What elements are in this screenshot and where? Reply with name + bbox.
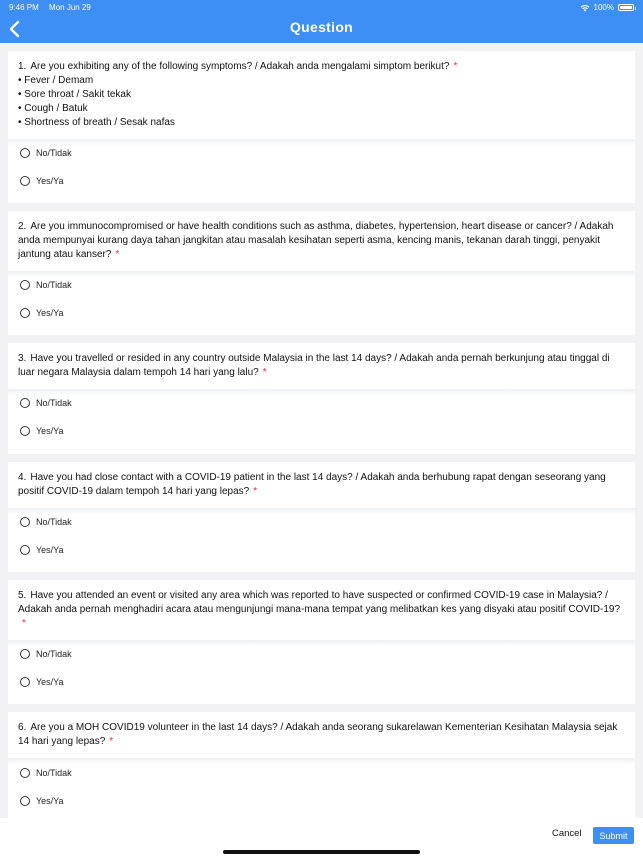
question-number: 3. xyxy=(18,353,27,364)
status-bar xyxy=(0,0,643,14)
symptom-item: • Fever / Demam xyxy=(18,75,94,86)
question-card-3 xyxy=(8,343,635,454)
symptom-item: • Sore throat / Sakit tekak xyxy=(18,89,131,100)
radio-button[interactable] xyxy=(20,148,30,158)
status-time: 9:46 PM xyxy=(9,3,39,12)
option-yes-5[interactable]: Yes/Ya xyxy=(20,674,64,690)
question-card-2 xyxy=(8,211,635,335)
question-text-4: 4. Have you had close contact with a COVID-19 patient in the last 14 days? / Adakah anda berhubung rapat dengan seseorang yang positif COVID-19 dalam tempoh 14 hari yang lepas? * xyxy=(18,472,606,497)
question-text-1: 1. Are you exhibiting any of the following symptoms? / Adakah anda mengalami simptom berikut? * • Fever / Demam • Sore throat / Sakit tekak • Cough / Batuk • Shortness of breath / Sesak nafas xyxy=(18,61,458,128)
battery-percent: 100% xyxy=(593,3,614,12)
question-card-4 xyxy=(8,462,635,572)
page-title: Question xyxy=(289,19,354,35)
divider xyxy=(8,139,635,146)
radio-button[interactable] xyxy=(20,280,30,290)
option-yes-1[interactable]: Yes/Ya xyxy=(20,173,64,189)
question-number: 4. xyxy=(18,472,27,483)
option-yes-2[interactable]: Yes/Ya xyxy=(20,305,64,321)
cancel-button[interactable]: Cancel xyxy=(552,828,582,839)
symptom-item: • Cough / Batuk xyxy=(18,103,88,114)
radio-button[interactable] xyxy=(20,426,30,436)
divider xyxy=(8,389,635,396)
radio-button[interactable] xyxy=(20,176,30,186)
app-header xyxy=(0,0,643,43)
home-indicator[interactable] xyxy=(223,850,420,854)
symptom-list xyxy=(18,74,457,130)
question-list[interactable] xyxy=(0,43,643,818)
option-yes-4[interactable]: Yes/Ya xyxy=(20,542,64,558)
question-text-3: 3. Have you travelled or resided in any country outside Malaysia in the last 14 days? / Adakah anda pernah berkunjung atau tinggal di luar negara Malaysia dalam tempoh 14 hari yang lalu? * xyxy=(18,353,610,378)
wifi-icon xyxy=(580,4,590,12)
required-marker: * xyxy=(22,618,26,629)
question-text-5: 5. Have you attended an event or visited any area which was reported to have suspected or confirmed COVID-19 case in Malaysia? / Adakah anda pernah menghadiri acara atau mengunjungi mana-mana tempat yang melibatkan kes yang disyaki atau positif COVID-19?* xyxy=(18,590,621,629)
divider xyxy=(8,508,635,515)
divider xyxy=(8,758,635,765)
question-text-2: 2. Are you immunocompromised or have health conditions such as asthma, diabetes, hypertension, heart disease or cancer? / Adakah anda mempunyai kurang daya tahan jangkitan atau masalah kesihatan seperti asma, kencing manis, tekanan darah tinggi, penyakit jantung atau kanser? * xyxy=(18,221,614,260)
question-text-6: 6. Are you a MOH COVID19 volunteer in the last 14 days? / Adakah anda seorang sukarelawan Kementerian Kesihatan Malaysia sejak 14 hari yang lepas? * xyxy=(18,722,618,747)
battery-icon xyxy=(618,4,634,11)
radio-button[interactable] xyxy=(20,308,30,318)
option-yes-3[interactable]: Yes/Ya xyxy=(20,423,64,439)
radio-button[interactable] xyxy=(20,517,30,527)
radio-button[interactable] xyxy=(20,796,30,806)
divider xyxy=(8,271,635,278)
question-card-5 xyxy=(8,580,635,704)
radio-button[interactable] xyxy=(20,398,30,408)
required-marker: * xyxy=(453,61,458,72)
option-no-3[interactable]: No/Tidak xyxy=(20,395,72,411)
required-marker: * xyxy=(262,367,267,378)
question-number: 2. xyxy=(18,221,27,232)
question-card-1 xyxy=(8,51,635,203)
option-no-4[interactable]: No/Tidak xyxy=(20,514,72,530)
option-yes-6[interactable]: Yes/Ya xyxy=(20,793,64,809)
question-card-6 xyxy=(8,712,635,818)
question-number: 1. xyxy=(18,61,27,72)
footer-bar xyxy=(0,818,643,858)
option-no-1[interactable]: No/Tidak xyxy=(20,145,72,161)
submit-button[interactable]: Submit xyxy=(593,827,634,844)
radio-button[interactable] xyxy=(20,677,30,687)
question-number: 5. xyxy=(18,590,27,601)
required-marker: * xyxy=(253,486,258,497)
option-no-5[interactable]: No/Tidak xyxy=(20,646,72,662)
option-no-2[interactable]: No/Tidak xyxy=(20,277,72,293)
required-marker: * xyxy=(115,249,120,260)
question-number: 6. xyxy=(18,722,27,733)
symptom-item: • Shortness of breath / Sesak nafas xyxy=(18,117,175,128)
radio-button[interactable] xyxy=(20,649,30,659)
status-date: Mon Jun 29 xyxy=(49,3,91,12)
divider xyxy=(8,640,635,647)
required-marker: * xyxy=(109,736,114,747)
radio-button[interactable] xyxy=(20,545,30,555)
option-no-6[interactable]: No/Tidak xyxy=(20,765,72,781)
radio-button[interactable] xyxy=(20,768,30,778)
